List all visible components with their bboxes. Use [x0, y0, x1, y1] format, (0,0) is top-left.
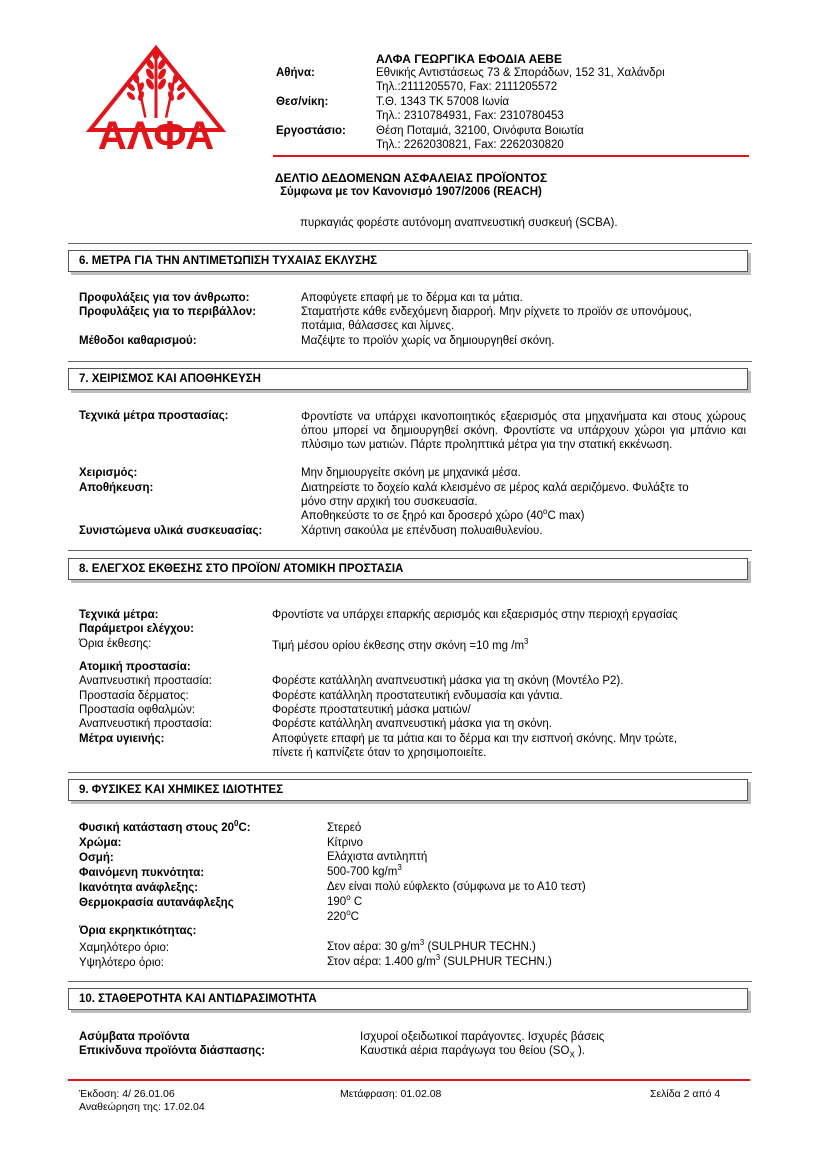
- footer-translation: Μετάφραση: 01.02.08: [340, 1088, 442, 1100]
- s8-value-exposure: Τιμή μέσου ορίου έκθεσης στην σκόνη =10 mg $/m^3$: [272, 637, 529, 652]
- company-logo: [86, 42, 226, 154]
- company-name: ΑΛΦΑ ΓΕΩΡΓΙΚΑ ΕΦΟΔΙΑ ΑΕΒΕ: [376, 52, 562, 66]
- s7-label-handling: Χειρισμός:: [79, 467, 138, 479]
- s7-value-handling: Μην δημιουργείτε σκόνη με μηχανικά μέσα.: [301, 467, 521, 479]
- s9-label-state: Φυσική κατάσταση στους $20^0C$:: [79, 819, 251, 834]
- s9-label-explosive: Όρια εκρηκτικότητας:: [79, 925, 197, 937]
- s9-value-density: 500-700 $kg/m^3$: [327, 863, 402, 878]
- s8-label-eyes: Προστασία οφθαλμών:: [79, 704, 196, 716]
- s9-label-upper: Υψηλότερο όριο:: [79, 957, 164, 969]
- section-9-rule: [68, 772, 752, 773]
- s8-label-skin: Προστασία δέρματος:: [79, 690, 189, 702]
- section-8-heading: 8. ΕΛΕΓΧΟΣ ΕΚΘΕΣΗΣ ΣΤΟ ΠΡΟΪΟΝ/ ΑΤΟΜΙΚΗ ΠΡΟΣΤΑΣΙΑ: [68, 558, 748, 580]
- section-8-rule: [68, 550, 752, 551]
- s9-value-flammability: Δεν είναι πολύ εύφλεκτο (σύμφωνα με το Α10 τεστ): [327, 881, 586, 893]
- s8-value-technical: Φροντίστε να υπάρχει επαρκής αερισμός και εξαερισμός στην περιοχή εργασίας: [272, 609, 678, 621]
- s6-value-environment-1: Σταματήστε κάθε ενδεχόμενη διαρροή. Μην ρίχνετε το προϊόν σε υπονόμους,: [301, 306, 692, 318]
- footer-rule: [68, 1079, 750, 1081]
- office-thessaloniki-address: Τ.Θ. 1343 ΤΚ 57008 Ιωνία: [376, 96, 510, 108]
- doc-subtitle: Σύμφωνα με τον Κανονισμό 1907/2006 (REACH): [280, 186, 542, 198]
- s8-label-technical: Τεχνικά μέτρα:: [79, 609, 159, 621]
- s8-label-personal: Ατομική προστασία:: [79, 661, 191, 673]
- s7-value-storage-1: Διατηρείστε το δοχείο καλά κλεισμένο σε μέρος καλά αεριζόμενο. Φυλάξτε το: [301, 482, 689, 494]
- s6-value-environment-2: ποτάμια, θάλασσες και λίμνες.: [301, 320, 455, 332]
- s7-value-technical: Φροντίστε να υπάρχει ικανοποιητικός εξαερισμός στα μηχανήματα και στους χώρους όπου μπορεί να δημιουργηθεί σκόνη. Φροντίστε να υπάρχουν χώροι για μπάνιο και πλύσιμο των ματιών. Πάρτε προληπτικά μέτρα για την στατική εκκένωση.: [301, 411, 746, 451]
- section-10-heading: 10. ΣΤΑΘΕΡΟΤΗΤΑ ΚΑΙ ΑΝΤΙΔΡΑΣΙΜΟΤΗΤΑ: [68, 988, 748, 1010]
- s8-label-exposure: Όρια έκθεσης:: [79, 638, 152, 650]
- s8-value-hygiene-1: Αποφύγετε επαφή με τα μάτια και το δέρμα και την εισπνοή σκόνης. Μην τρώτε,: [272, 733, 678, 745]
- s8-value-eyes: Φορέστε προστατευτική μάσκα ματιών/: [272, 704, 471, 716]
- s9-label-density: Φαινόμενη πυκνότητα:: [79, 867, 205, 879]
- s7-label-packaging: Συνιστώμενα υλικά συσκευασίας:: [79, 525, 263, 537]
- s6-value-human: Αποφύγετε επαφή με το δέρμα και τα μάτια.: [301, 292, 523, 304]
- office-athens-address: Εθνικής Αντιστάσεως 73 & Σποράδων, 152 31, Χαλάνδρι: [376, 67, 665, 79]
- footer-page-number: Σελίδα 2 από 4: [650, 1088, 721, 1100]
- s9-label-flammability: Ικανότητα ανάφλεξης:: [79, 882, 199, 894]
- office-factory-address: Θέση Ποταμιά, 32100, Οινόφυτα Βοιωτία: [376, 125, 584, 137]
- office-label-athens: Αθήνα:: [276, 67, 315, 79]
- doc-title: ΔΕΛΤΙΟ ΔΕΔΟΜΕΝΩΝ ΑΣΦΑΛΕΙΑΣ ΠΡΟΪΟΝΤΟΣ: [274, 171, 548, 185]
- s9-value-upper: Στον αέρα: 1.400 $g/m^3$ (SULPHUR TECHN.): [327, 953, 552, 968]
- s9-value-odor: Ελάχιστα αντιληπτή: [327, 851, 428, 863]
- s9-value-lower: Στον αέρα: 30 $g/m^3$ (SULPHUR TECHN.): [327, 938, 536, 953]
- section-6-rule: [68, 243, 752, 244]
- office-athens-phone: Τηλ.:2111205570, Fax: 2111205572: [376, 81, 558, 93]
- office-thessaloniki-phone: Τηλ.: 2310784931, Fax: 2310780453: [376, 110, 564, 122]
- s9-label-autoignition: Θερμοκρασία αυτανάφλεξης: [79, 897, 234, 909]
- s9-value-autoignition-1: 190$^o$ C: [327, 893, 363, 908]
- s9-label-lower: Χαμηλότερο όριο:: [79, 942, 170, 954]
- s7-value-storage-2: μόνο στην αρχική του συσκευασία.: [301, 496, 478, 508]
- s10-value-incompatible: Ισχυροί οξειδωτικοί παράγοντες. Ισχυρές βάσεις: [360, 1031, 605, 1043]
- s9-value-color: Κίτρινο: [327, 837, 364, 849]
- section-10-rule: [68, 981, 752, 982]
- office-factory-phone: Τηλ.: 2262030821, Fax: 2262030820: [376, 139, 564, 151]
- section-7-heading: 7. ΧΕΙΡΙΣΜΟΣ ΚΑΙ ΑΠΟΘΗΚΕΥΣΗ: [68, 368, 748, 390]
- s10-label-decomposition: Επικίνδυνα προϊόντα διάσπασης:: [79, 1045, 265, 1057]
- section-6-heading: 6. ΜΕΤΡΑ ΓΙΑ ΤΗΝ ΑΝΤΙΜΕΤΩΠΙΣΗ ΤΥΧΑΙΑΣ ΕΚΛΥΣΗΣ: [68, 250, 748, 272]
- s9-label-odor: Οσμή:: [79, 852, 114, 864]
- s7-label-storage: Αποθήκευση:: [79, 482, 154, 494]
- carryover-text: πυρκαγιάς φορέστε αυτόνομη αναπνευστική συσκευή (SCBA).: [300, 217, 618, 229]
- s8-value-hygiene-2: πίνετε ή καπνίζετε όταν το χρησιμοποιείτε.: [272, 747, 487, 759]
- s7-value-storage-3: Αποθηκεύστε το σε ξηρό και δροσερό χώρο (40$^o$C max): [301, 507, 585, 522]
- section-7-rule: [68, 361, 752, 362]
- header-rule: [273, 155, 749, 157]
- s10-value-decomposition: Καυστικά αέρια παράγωγα του θείου ($SO_X$ ).: [360, 1045, 586, 1060]
- s7-label-technical: Τεχνικά μέτρα προστασίας:: [79, 410, 229, 422]
- s6-label-human: Προφυλάξεις για τον άνθρωπο:: [79, 292, 250, 304]
- office-label-factory: Εργοστάσιο:: [276, 125, 346, 137]
- s9-label-color: Χρώμα:: [79, 837, 122, 849]
- s9-value-state: Στερεό: [327, 822, 362, 834]
- section-9-heading: 9. ΦΥΣΙΚΕΣ ΚΑΙ ΧΗΜΙΚΕΣ ΙΔΙΟΤΗΤΕΣ: [68, 779, 748, 801]
- s10-label-incompatible: Ασύμβατα προϊόντα: [79, 1031, 190, 1043]
- s8-label-respiratory: Αναπνευστική προστασία:: [79, 675, 212, 687]
- s6-value-cleaning: Μαζέψτε το προϊόν χωρίς να δημιουργηθεί σκόνη.: [301, 335, 555, 347]
- s8-value-respiratory-2: Φορέστε κατάλληλη αναπνευστική μάσκα για τη σκόνη.: [272, 718, 552, 730]
- s8-value-respiratory: Φορέστε κατάλληλη αναπνευστική μάσκα για τη σκόνη (Μοντέλο Ρ2).: [272, 675, 624, 687]
- s8-label-control: Παράμετροι ελέγχου:: [79, 623, 194, 635]
- footer-edition: Έκδοση: 4/ 26.01.06: [79, 1088, 175, 1100]
- s6-label-cleaning: Μέθοδοι καθαρισμού:: [79, 335, 197, 347]
- s6-label-environment: Προφυλάξεις για το περιβάλλον:: [79, 306, 257, 318]
- s8-label-hygiene: Μέτρα υγιεινής:: [79, 733, 165, 745]
- s8-value-skin: Φορέστε κατάλληλη προστατευτική ενδυμασία και γάντια.: [272, 690, 563, 702]
- svg-text:ΑΛΦΑ: ΑΛΦΑ: [97, 114, 215, 154]
- s9-value-autoignition-2: 220$^o$C: [327, 908, 359, 923]
- office-label-thessaloniki: Θεσ/νίκη:: [276, 96, 329, 108]
- s8-label-respiratory-2: Αναπνευστική προστασία:: [79, 718, 212, 730]
- footer-revision: Αναθεώρηση της: 17.02.04: [79, 1101, 205, 1113]
- s7-value-packaging: Χάρτινη σακούλα με επένδυση πολυαιθυλενίου.: [301, 525, 543, 537]
